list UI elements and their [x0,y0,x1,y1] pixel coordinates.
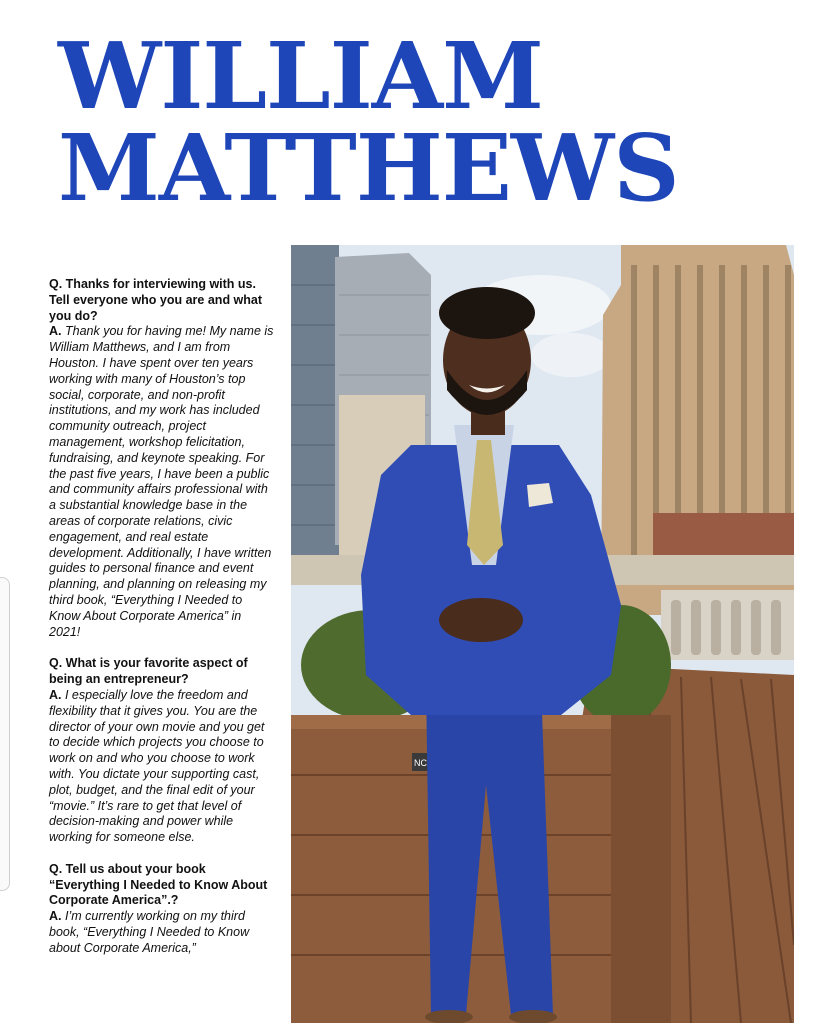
answer-body: I especially love the freedom and flexibility that it gives you. You are the director of your own movie and you get to decide which projects you choose to work on and who you choose to work with. You dictate your supporting cast, plot, budget, and the final edit of your “movie.” It’s rare to get that level of decision-making and power while working for someone else. [49,687,265,845]
question-text: Q. Tell us about your book “Everything I Needed to Know About Corporate America”.? [49,861,268,908]
answer-prefix: A. [49,909,62,924]
answer-body: Thank you for having me! My name is William Matthews, and I am from Houston. I have spent over ten years working with many of Houston’s top social, corporate, and non-profit institutions, and my work has included community outreach, project management, workshop felicitation, fundraising, and keynote speaking. For the past five years, I have been a public and community affairs professional with a substantial knowledge base in the areas of corporate relations, civic engagement, and real estate development. Additionally, I have written guides to personal finance and event planning, and planning on releasing my third book, “Everything I Needed to Know About Corporate America” in 2021! [49,324,274,639]
hair [439,287,535,339]
portrait-illustration [291,245,794,1023]
answer-prefix: A. [49,324,62,339]
question-text: Q. Thanks for interviewing with us. Tell everyone who you are and what you do? [49,277,263,323]
clasped-hands [439,598,523,642]
answer-prefix: A. [49,687,62,702]
portrait-photo [291,245,794,1023]
qa-block-entrepreneur [49,656,274,846]
title-line-first-name: WILLIAM [58,22,543,130]
qa-block-book [49,862,274,957]
page-edge-tab[interactable] [0,577,10,891]
cloud [531,333,611,377]
pocket-square [527,483,553,507]
answer-text [49,324,274,640]
interview-column [49,277,274,973]
answer-text [49,688,274,846]
article-title [58,22,679,222]
title-line-last-name: MATTHEWS [58,114,679,222]
answer-text [49,909,274,956]
planter-label: NC [414,758,427,768]
answer-body: I’m currently working on my third book, “Everything I Needed to Know about Corporate America,” [49,909,250,955]
question-text: Q. What is your favorite aspect of being an entrepreneur? [49,656,248,687]
qa-block-intro [49,277,274,640]
